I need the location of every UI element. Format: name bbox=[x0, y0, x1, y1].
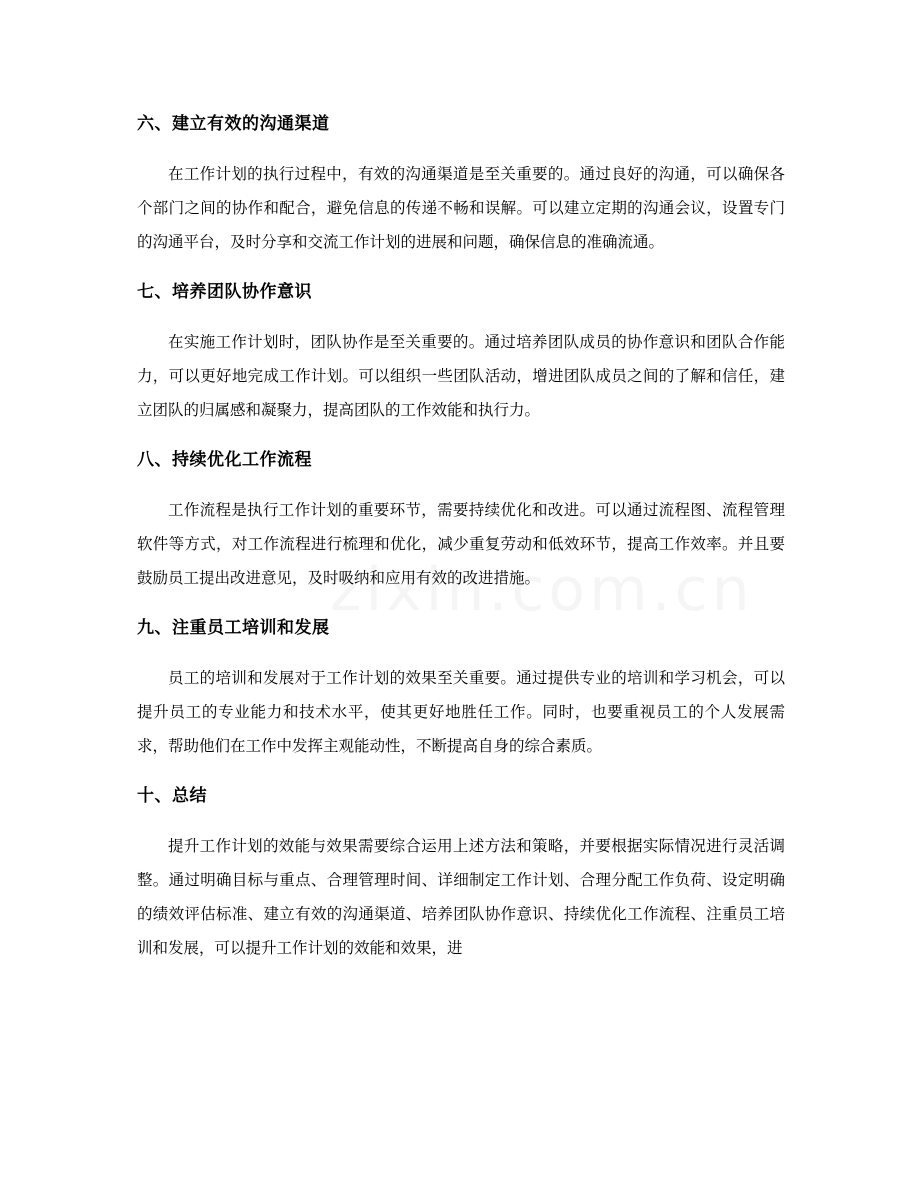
section-communication bbox=[137, 110, 785, 259]
section-heading: 七、培养团队协作意识 bbox=[137, 282, 312, 302]
section-workflow bbox=[137, 446, 785, 595]
document-body bbox=[137, 110, 785, 984]
section-heading: 六、建立有效的沟通渠道 bbox=[137, 114, 330, 134]
section-heading: 九、注重员工培训和发展 bbox=[137, 618, 330, 638]
section-paragraph: 提升工作计划的效能与效果需要综合运用上述方法和策略，并要根据实际情况进行灵活调整。通过明确目标与重点、合理管理时间、详细制定工作计划、合理分配工作负荷、设定明确的绩效评估标准、建立有效的沟通渠道、培养团队协作意识、持续优化工作流程、注重员工培训和发展，可以提升工作计划的效能和效果，进 bbox=[137, 837, 785, 957]
section-paragraph: 员工的培训和发展对于工作计划的效果至关重要。通过提供专业的培训和学习机会，可以提升员工的专业能力和技术水平，使其更好地胜任工作。同时，也要重视员工的个人发展需求，帮助他们在工作中发挥主观能动性，不断提高自身的综合素质。 bbox=[137, 669, 785, 755]
section-paragraph: 在工作计划的执行过程中，有效的沟通渠道是至关重要的。通过良好的沟通，可以确保各个部门之间的协作和配合，避免信息的传递不畅和误解。可以建立定期的沟通会议，设置专门的沟通平台，及时分享和交流工作计划的进展和问题，确保信息的准确流通。 bbox=[137, 165, 785, 251]
section-teamwork bbox=[137, 278, 785, 427]
section-paragraph: 在实施工作计划时，团队协作是至关重要的。通过培养团队成员的协作意识和团队合作能力，可以更好地完成工作计划。可以组织一些团队活动，增进团队成员之间的了解和信任，建立团队的归属感和凝聚力，提高团队的工作效能和执行力。 bbox=[137, 333, 785, 419]
section-heading: 八、持续优化工作流程 bbox=[137, 450, 312, 470]
section-heading: 十、总结 bbox=[137, 786, 207, 806]
section-paragraph: 工作流程是执行工作计划的重要环节，需要持续优化和改进。可以通过流程图、流程管理软件等方式，对工作流程进行梳理和优化，减少重复劳动和低效环节，提高工作效率。并且要鼓励员工提出改进意见，及时吸纳和应用有效的改进措施。 bbox=[137, 501, 785, 587]
section-training bbox=[137, 614, 785, 763]
section-summary bbox=[137, 782, 785, 965]
